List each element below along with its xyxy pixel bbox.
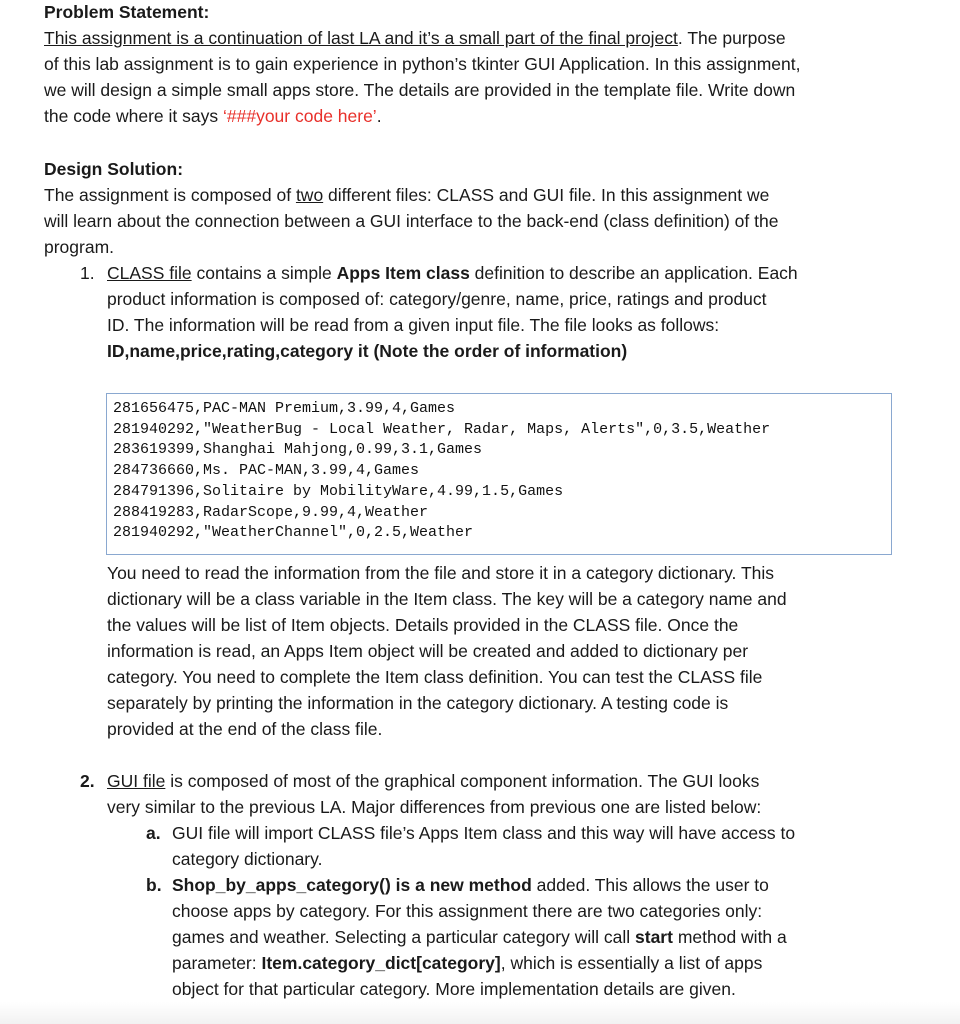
code-line: 281940292,"WeatherBug - Local Weather, Radar, Maps, Alerts",0,3.5,Weather (113, 420, 771, 438)
sub-b-line-5: object for that particular category. More implementation details are given. (172, 979, 736, 999)
problem-line-4-post: . (376, 106, 382, 126)
para-line: dictionary will be a class variable in the Item class. The key will be a category name and (107, 589, 787, 609)
code-line: 281940292,"WeatherChannel",0,2.5,Weather (113, 524, 474, 542)
sub-b-l4-post: , which is essentially a list of apps (500, 953, 763, 973)
design-l1-pre: The assignment is composed of (44, 185, 296, 205)
design-line-3: program. (44, 237, 115, 257)
sub-b-line-2: choose apps by category. For this assignment there are two categories only: (172, 901, 763, 921)
para-line: You need to read the information from the file and store it in a category dictionary. This (107, 563, 774, 583)
problem-line-3: we will design a simple small apps store. The details are provided in the template file. Write down (44, 80, 796, 100)
para-line: the values will be list of Item objects. Details provided in the CLASS file. Once the (107, 615, 739, 635)
sub-a-line-2: category dictionary. (172, 849, 323, 869)
apps-item-class-text: Apps Item class (336, 263, 470, 283)
design-l1-post: different files: CLASS and GUI file. In this assignment we (323, 185, 770, 205)
code-line: 281656475,PAC-MAN Premium,3.99,4,Games (113, 400, 456, 417)
design-heading: Design Solution: (44, 159, 184, 179)
item-2-l1-post: is composed of most of the graphical component information. The GUI looks (165, 771, 760, 791)
category-dict-text: Item.category_dict[category] (261, 953, 501, 973)
sub-b-line-1 (172, 872, 769, 898)
class-file-label: CLASS file (107, 263, 192, 283)
problem-rest: . The purpose (677, 28, 786, 48)
item-2-line-2: very similar to the previous LA. Major differences from previous one are listed below: (107, 797, 762, 817)
problem-line-2: of this lab assignment is to gain experience in python’s tkinter GUI Application. In this assignment, (44, 54, 801, 74)
item-1-line-4: ID,name,price,rating,category it (Note the order of information) (107, 341, 628, 361)
design-line-2: will learn about the connection between a GUI interface to the back-end (class definition) of the (44, 211, 779, 231)
code-line: 284736660,Ms. PAC-MAN,3.99,4,Games (113, 462, 420, 480)
item-1-line-2: product information is composed of: category/genre, name, price, ratings and product (107, 289, 767, 309)
sub-b-line-3 (172, 924, 787, 950)
bottom-fade (0, 1002, 960, 1024)
design-l1-underlined: two (295, 185, 324, 205)
sub-a-label: a. (146, 823, 161, 843)
item-1-number: 1. (80, 263, 95, 283)
sub-a-line-1: GUI file will import CLASS file’s Apps Item class and this way will have access to (172, 823, 796, 843)
problem-heading: Problem Statement: (44, 2, 210, 22)
sub-b-l4-pre: parameter: (172, 953, 262, 973)
your-code-here-text: ‘###your code here’ (222, 106, 377, 126)
code-line: 284791396,Solitaire by MobilityWare,4.99,1.5,Games (113, 482, 564, 500)
item-1-l1-post: definition to describe an application. Each (469, 263, 798, 283)
sub-b-label: b. (146, 875, 162, 895)
para-line: category. You need to complete the Item class definition. You can test the CLASS file (107, 667, 763, 687)
para-line: information is read, an Apps Item object will be created and added to dictionary per (107, 641, 749, 661)
item-1-l1-mid: contains a simple (191, 263, 337, 283)
start-method-text: start (635, 927, 673, 947)
problem-underlined: This assignment is a continuation of last LA and it’s a small part of the final project (44, 28, 678, 48)
sub-b-line-4 (172, 950, 762, 976)
problem-line-4-pre: the code where it says (44, 106, 223, 126)
sub-b-l3-pre: games and weather. Selecting a particular category will call (172, 927, 636, 947)
item-2-line-1 (107, 768, 759, 794)
shop-by-category-method: Shop_by_apps_category() is a new method (172, 875, 532, 895)
sub-b-l3-post: method with a (672, 927, 787, 947)
code-line: 283619399,Shanghai Mahjong,0.99,3.1,Games (113, 441, 483, 459)
problem-line-1 (44, 25, 786, 51)
sub-b-l1-post: added. This allows the user to (531, 875, 769, 895)
item-1-line-3: ID. The information will be read from a given input file. The file looks as follows: (107, 315, 720, 335)
para-line: provided at the end of the class file. (107, 719, 383, 739)
item-2-number: 2. (80, 771, 95, 791)
gui-file-label: GUI file (107, 771, 166, 791)
design-line-1 (44, 182, 769, 208)
para-line: separately by printing the information in the category dictionary. A testing code is (107, 693, 729, 713)
problem-line-4 (44, 103, 382, 129)
item-1-line-1 (107, 260, 798, 286)
input-file-sample (106, 393, 892, 555)
code-line: 288419283,RadarScope,9.99,4,Weather (113, 503, 429, 521)
